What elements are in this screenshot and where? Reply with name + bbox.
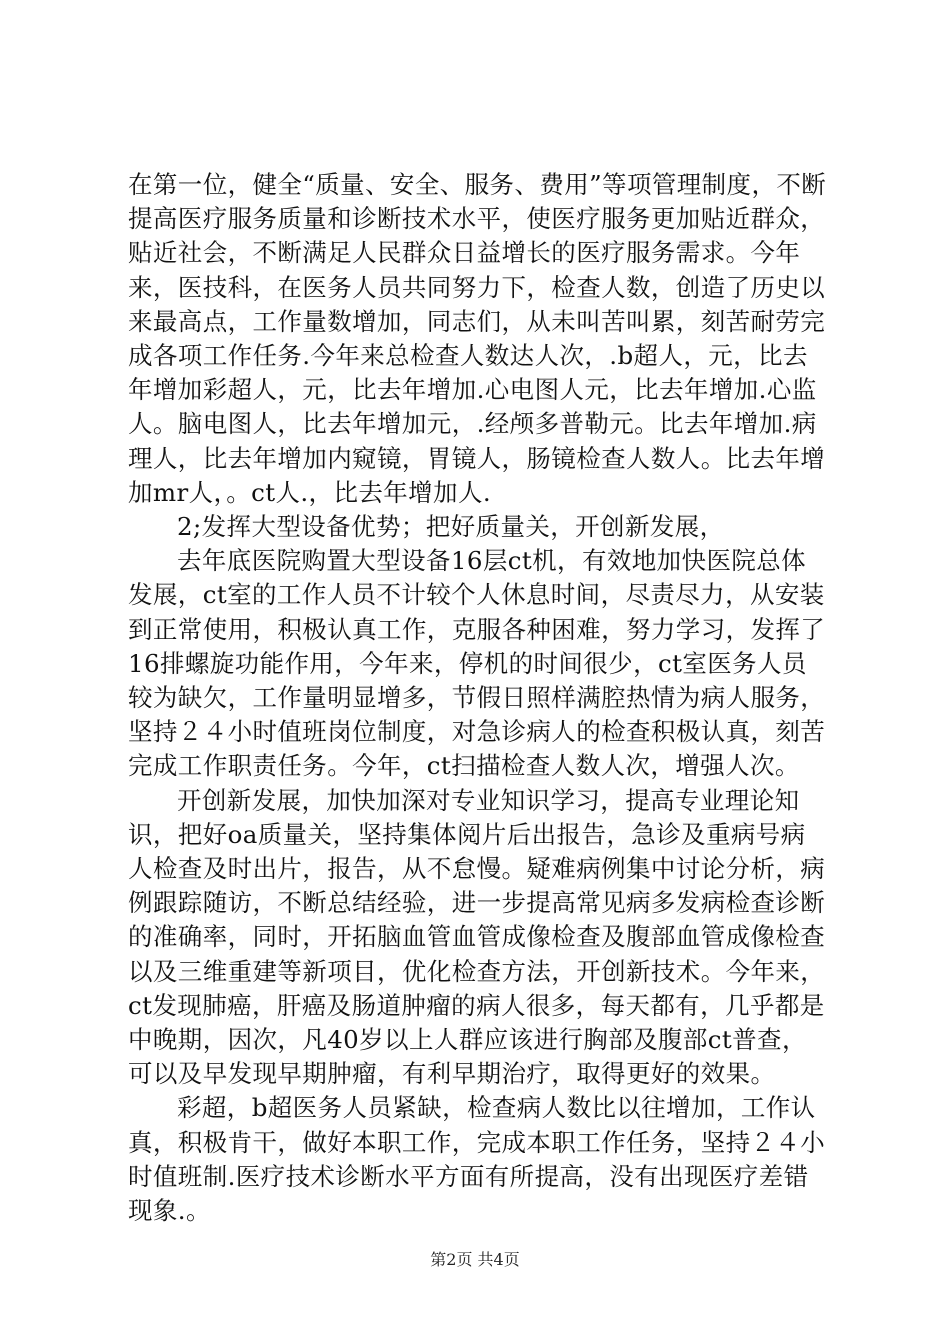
- paragraph-1: 在第一位，健全“质量、安全、服务、费用”等项管理制度，不断提高医疗服务质量和诊断技术水平，使医疗服务更加贴近群众，贴近社会，不断满足人民群众日益增长的医疗服务需求。今年来，医技科，在医务人员共同努力下，检查人数，创造了历史以来最高点，工作量数增加，同志们，从未叫苦叫累，刻苦耐劳完成各项工作任务.今年来总检查人数达人次，.b超人，元，比去年增加彩超人，元，比去年增加.心电图人元，比去年增加.心监人。脑电图人，比去年增加元，.经颅多普勒元。比去年增加.病理人，比去年增加内窥镜，胃镜人，肠镜检查人数人。比去年增加mr人，。ct人.，比去年增加人.: [128, 170, 827, 507]
- paragraph-4: 开创新发展，加快加深对专业知识学习，提高专业理论知识，把好oa质量关，坚持集体阅片后出报告，急诊及重病号病人检查及时出片，报告，从不怠慢。疑难病例集中讨论分析，病例跟踪随访，不断总结经验，进一步提高常见病多发病检查诊断的准确率，同时，开拓脑血管血管成像检查及腹部血管成像检查以及三维重建等新项目，优化检查方法，开创新技术。今年来，ct发现肺癌，肝癌及肠道肿瘤的病人很多，每天都有，几乎都是中晚期，因次，凡40岁以上人群应该进行胸部及腹部ct普查，可以及早发现早期肿瘤，有利早期治疗，取得更好的效果。: [128, 785, 826, 1089]
- paragraph-2-heading: 2;发挥大型设备优势；把好质量关，开创新发展，: [177, 512, 725, 542]
- page-footer: 第2页 共4页: [430, 1250, 520, 1269]
- paragraph-3: 去年底医院购置大型设备16层ct机，有效地加快医院总体发展，ct室的工作人员不计较个人休息时间，尽责尽力，从安装到正常使用，积极认真工作，克服各种困难，努力学习，发挥了16排螺旋功能作用，今年来，停机的时间很少，ct室医务人员较为缺欠，工作量明显增多，节假日照样满腔热情为病人服务，坚持２４小时值班岗位制度，对急诊病人的检查积极认真，刻苦完成工作职责任务。今年，ct扫描检查人数人次，增强人次。: [128, 546, 826, 781]
- paragraph-5: 彩超，b超医务人员紧缺，检查病人数比以往增加，工作认真，积极肯干，做好本职工作，完成本职工作任务，坚持２４小时值班制.医疗技术诊断水平方面有所提高，没有出现医疗差错现象.。: [128, 1093, 826, 1226]
- document-body: [128, 168, 828, 1228]
